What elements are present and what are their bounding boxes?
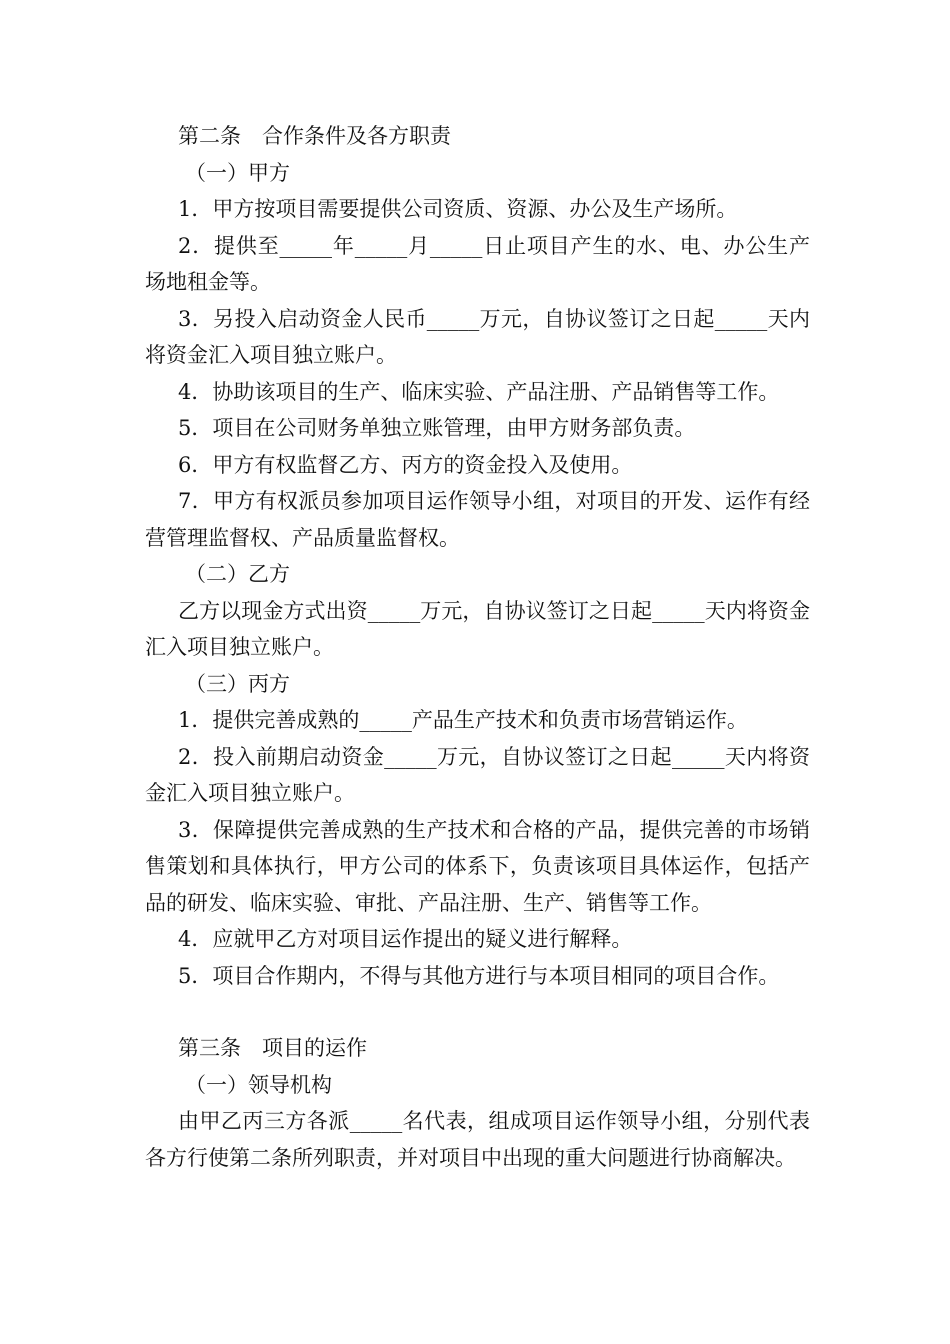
party-a-item-5: 5．项目在公司财务单独立账管理，由甲方财务部负责。 <box>178 416 696 440</box>
party-a-item-3: 3．另投入启动资金人民币_____万元，自协议签订之日起_____天内将资金汇入项目独立账户。 <box>145 306 810 367</box>
party-b-text: 乙方以现金方式出资_____万元，自协议签订之日起_____天内将资金汇入项目独立账户。 <box>145 598 810 659</box>
party-c-item-5: 5．项目合作期内，不得与其他方进行与本项目相同的项目合作。 <box>178 963 780 988</box>
party-a-item-2: 2．提供至_____年_____月_____日止项目产生的水、电、办公生产场地租金等。 <box>145 233 810 294</box>
document-body <box>145 118 810 1176</box>
party-c-item-2: 2．投入前期启动资金_____万元，自协议签订之日起_____天内将资金汇入项目独立账户。 <box>145 744 810 805</box>
party-a-item-1: 1．甲方按项目需要提供公司资质、资源、办公及生产场所。 <box>178 197 738 221</box>
party-a-item-6: 6．甲方有权监督乙方、丙方的资金投入及使用。 <box>178 452 633 477</box>
party-c-item-4: 4．应就甲乙方对项目运作提出的疑义进行解释。 <box>178 927 633 951</box>
party-a-item-7: 7．甲方有权派员参加项目运作领导小组，对项目的开发、运作有经营管理监督权、产品质量监督权。 <box>145 489 810 550</box>
section-spacer <box>145 994 810 1030</box>
party-a-heading: （一）甲方 <box>185 160 290 185</box>
party-a-item-4: 4．协助该项目的生产、临床实验、产品注册、产品销售等工作。 <box>178 379 780 404</box>
party-b-heading: （二）乙方 <box>185 562 290 586</box>
article-2-title: 第二条 合作条件及各方职责 <box>178 124 451 148</box>
leadership-heading: （一）领导机构 <box>185 1072 332 1097</box>
article-3-title: 第三条 项目的运作 <box>178 1036 367 1060</box>
party-c-heading: （三）丙方 <box>185 671 290 696</box>
party-c-item-3: 3．保障提供完善成熟的生产技术和合格的产品，提供完善的市场销售策划和具体执行，甲方公司的体系下，负责该项目具体运作，包括产品的研发、临床实验、审批、产品注册、生产、销售等工作。 <box>145 817 810 915</box>
leadership-text: 由甲乙丙三方各派_____名代表，组成项目运作领导小组，分别代表各方行使第二条所列职责，并对项目中出现的重大问题进行协商解决。 <box>145 1109 810 1170</box>
party-c-item-1: 1．提供完善成熟的_____产品生产技术和负责市场营销运作。 <box>178 708 748 732</box>
